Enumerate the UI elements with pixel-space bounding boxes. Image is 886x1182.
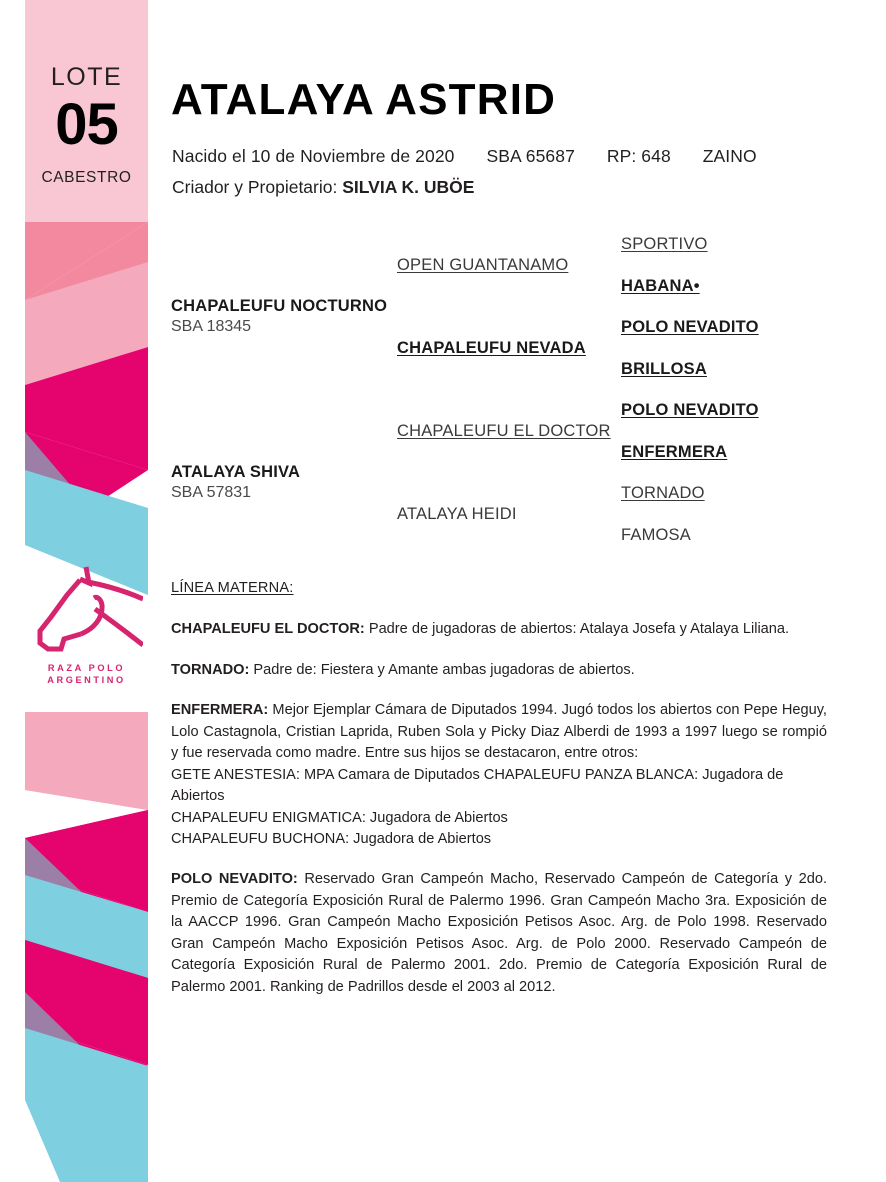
pedigree-gen2-2-name: CHAPALEUFU EL DOCTOR — [397, 422, 611, 440]
pedigree-gen3-7-name: FAMOSA — [621, 526, 691, 544]
pedigree-tree — [171, 225, 826, 550]
maternal-entry-3-text: Reservado Gran Campeón Macho, Reservado Campeón de Categoría y 2do. Premio de Categoría Exposición Rural de Palermo 1996. Gran Campeón Macho 3ra. Exposición de la AACCP 1996. Gran Campeón Macho Exposición Petisos Asoc. Arg. de Polo 1998. Reservado Gran Campeón Macho Exposición Petisos Asoc. Arg. de Polo 2000. Reservado Campeón de Categoría Exposición Rural de Palermo 2001. 2do. Premio de Categoría Exposición Rural de Palermo 2001. Ranking de Padrillos desde el 2003 al 2012. — [171, 871, 828, 995]
maternal-entry-3 — [171, 869, 827, 998]
offspring-item-0: GETE ANESTESIA: MPA Camara de Diputados CHAPALEUFU PANZA BLANCA: Jugadora de Abiertos — [171, 766, 784, 805]
pedigree-gen3-3 — [621, 360, 707, 379]
logo-caption-line2: ARGENTINO — [47, 675, 126, 685]
maternal-line-heading: LÍNEA MATERNA: — [171, 580, 294, 596]
pedigree-gen3-4 — [621, 401, 759, 420]
pedigree-gen2-2 — [397, 422, 611, 441]
maternal-entry-1-name: TORNADO: — [171, 661, 250, 678]
pedigree-dam — [171, 463, 300, 502]
pedigree-gen2-0-name: OPEN GUANTANAMO — [397, 256, 569, 274]
logo-caption — [25, 662, 148, 686]
pedigree-gen2-3 — [397, 505, 517, 524]
pedigree-gen3-2-name: POLO NEVADITO — [621, 318, 759, 336]
pedigree-gen3-1-name: HABANA• — [621, 277, 700, 295]
pedigree-sire — [171, 297, 387, 336]
breeder-line — [172, 177, 474, 198]
maternal-entry-0 — [171, 619, 827, 640]
horse-head-icon — [31, 563, 143, 655]
pedigree-gen2-3-name: ATALAYA HEIDI — [397, 505, 517, 523]
pedigree-gen3-0 — [621, 235, 708, 254]
lot-number: 05 — [55, 92, 118, 157]
pedigree-sire-name: CHAPALEUFU NOCTURNO — [171, 297, 388, 315]
offspring-list — [171, 765, 827, 851]
maternal-entry-0-text: Padre de jugadoras de abiertos: Atalaya Josefa y Atalaya Liliana. — [364, 621, 790, 638]
maternal-entry-2-name: ENFERMERA: — [171, 702, 269, 719]
maternal-entry-2 — [171, 700, 827, 764]
maternal-entry-0-name: CHAPALEUFU EL DOCTOR: — [171, 621, 365, 638]
breeder-name: SILVIA K. UBÖE — [342, 177, 475, 197]
pedigree-gen3-2 — [621, 318, 759, 337]
lot-subtitle: CABESTRO — [41, 169, 132, 186]
pedigree-gen2-1 — [397, 339, 586, 358]
birth-date: Nacido el 10 de Noviembre de 2020 — [172, 146, 455, 166]
coat-color: ZAINO — [702, 146, 757, 166]
pedigree-gen3-5 — [621, 443, 727, 462]
pedigree-gen3-4-name: POLO NEVADITO — [621, 401, 759, 419]
pedigree-dam-name: ATALAYA SHIVA — [171, 463, 301, 481]
breeder-label: Criador y Propietario: — [172, 177, 338, 197]
registry-number: SBA 65687 — [486, 146, 575, 166]
pedigree-dam-reg: SBA 57831 — [171, 483, 252, 501]
pedigree-gen2-1-name: CHAPALEUFU NEVADA — [397, 339, 586, 357]
offspring-item-2: CHAPALEUFU BUCHONA: Jugadora de Abiertos — [171, 830, 492, 847]
logo-caption-line1: RAZA POLO — [47, 663, 126, 673]
pedigree-gen3-1 — [621, 277, 700, 296]
offspring-item-1: CHAPALEUFU ENIGMATICA: Jugadora de Abiertos — [171, 809, 508, 826]
maternal-entry-1-text: Padre de: Fiestera y Amante ambas jugadoras de abiertos. — [249, 661, 635, 678]
pedigree-sire-reg: SBA 18345 — [171, 317, 252, 335]
rp-number: RP: 648 — [606, 146, 671, 166]
raza-polo-argentino-logo — [25, 563, 148, 686]
animal-details-line — [172, 146, 757, 167]
pedigree-gen3-3-name: BRILLOSA — [621, 360, 707, 378]
lot-panel — [25, 0, 148, 222]
pedigree-gen3-6 — [621, 484, 705, 503]
pedigree-gen3-5-name: ENFERMERA — [621, 443, 728, 461]
decorative-ribbon-column — [0, 0, 160, 1182]
maternal-line-section — [171, 578, 827, 998]
maternal-entry-3-name: POLO NEVADITO: — [171, 871, 298, 888]
pedigree-gen3-7 — [621, 526, 691, 545]
lot-label: LOTE — [50, 63, 123, 91]
pedigree-gen2-0 — [397, 256, 568, 275]
page-title: ATALAYA ASTRID — [171, 75, 557, 124]
maternal-entry-2-text: Mejor Ejemplar Cámara de Diputados 1994. Jugó todos los abiertos con Pepe Heguy, Lolo Castagnola, Cristian Laprida, Ruben Sola y Picky Diaz Alberdi de 1993 a 1997 luego se rompió y fue reservada como madre. Entre sus hijos se destacaron, entre otros: — [171, 702, 827, 762]
pedigree-gen3-6-name: TORNADO — [621, 484, 705, 502]
pedigree-gen3-0-name: SPORTIVO — [621, 235, 708, 253]
maternal-entry-1 — [171, 660, 827, 681]
